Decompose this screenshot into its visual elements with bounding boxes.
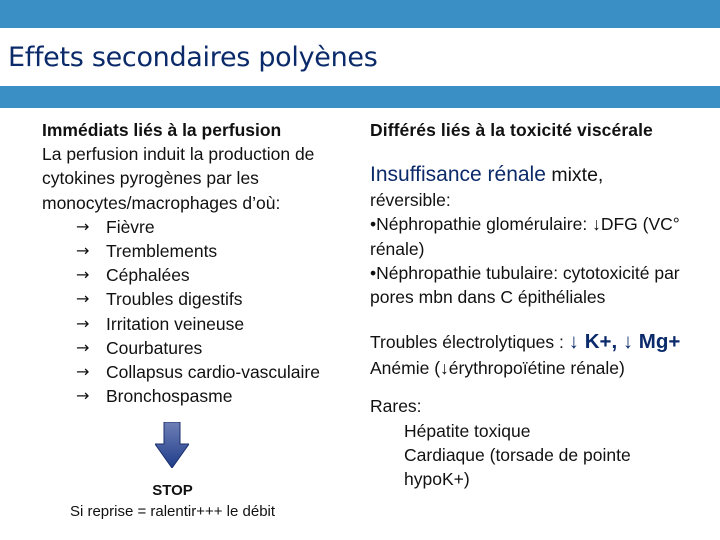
- nephropathy-bullet: •Néphropathie glomérulaire: ↓DFG (VC° rénale): [370, 214, 680, 259]
- rare-effects-label: Rares:: [370, 396, 422, 417]
- immediate-effects-intro: La perfusion induit la production de cytokines pyrogènes par les monocytes/macrophages d’où:: [42, 144, 315, 213]
- symptom-item: → Fièvre: [76, 215, 342, 239]
- rare-effects: [370, 394, 700, 491]
- rare-effect-item: Hépatite toxique: [404, 420, 531, 441]
- symptom-item: → Troubles digestifs: [76, 287, 342, 311]
- electrolyte-emph: ↓ K+, ↓ Mg+: [568, 330, 681, 354]
- symptom-item: → Collapsus cardio-vasculaire: [76, 360, 342, 384]
- title-bar: [0, 28, 720, 86]
- renal-insufficiency: [370, 162, 700, 188]
- renal-insufficiency-cont: réversible:: [370, 190, 451, 211]
- stop-text: Si reprise = ralentir+++ le débit: [69, 503, 276, 520]
- symptom-item: → Tremblements: [76, 239, 342, 263]
- symptom-list: [42, 215, 342, 409]
- symptom-item: → Bronchospasme: [76, 384, 342, 408]
- page-title: Effets secondaires polyènes: [8, 41, 378, 73]
- renal-insufficiency-emph: Insuffisance rénale: [370, 163, 546, 187]
- stop-note: [40, 480, 305, 522]
- stop-label: STOP: [152, 482, 193, 499]
- symptom-item: → Céphalées: [76, 263, 342, 287]
- electrolyte-disorders: [370, 328, 700, 356]
- down-arrow-icon: [155, 422, 189, 468]
- symptom-item: → Irritation veineuse: [76, 312, 342, 336]
- renal-insufficiency-rest: mixte,: [545, 164, 604, 187]
- rare-effect-item: Cardiaque (torsade de pointe hypoK+): [404, 444, 631, 490]
- immediate-effects-column: [42, 118, 342, 408]
- immediate-effects-heading: Immédiats liés à la perfusion: [42, 120, 282, 140]
- delayed-effects-heading: Différés liés à la toxicité viscérale: [370, 120, 653, 140]
- symptom-item: → Courbatures: [76, 336, 342, 360]
- anemia-line: Anémie (↓érythropoïétine rénale): [370, 358, 625, 379]
- delayed-effects-column: [370, 118, 700, 491]
- electrolyte-label: Troubles électrolytiques :: [370, 332, 569, 353]
- nephropathy-bullet: •Néphropathie tubulaire: cytotoxicité par pores mbn dans C épithéliales: [370, 262, 680, 308]
